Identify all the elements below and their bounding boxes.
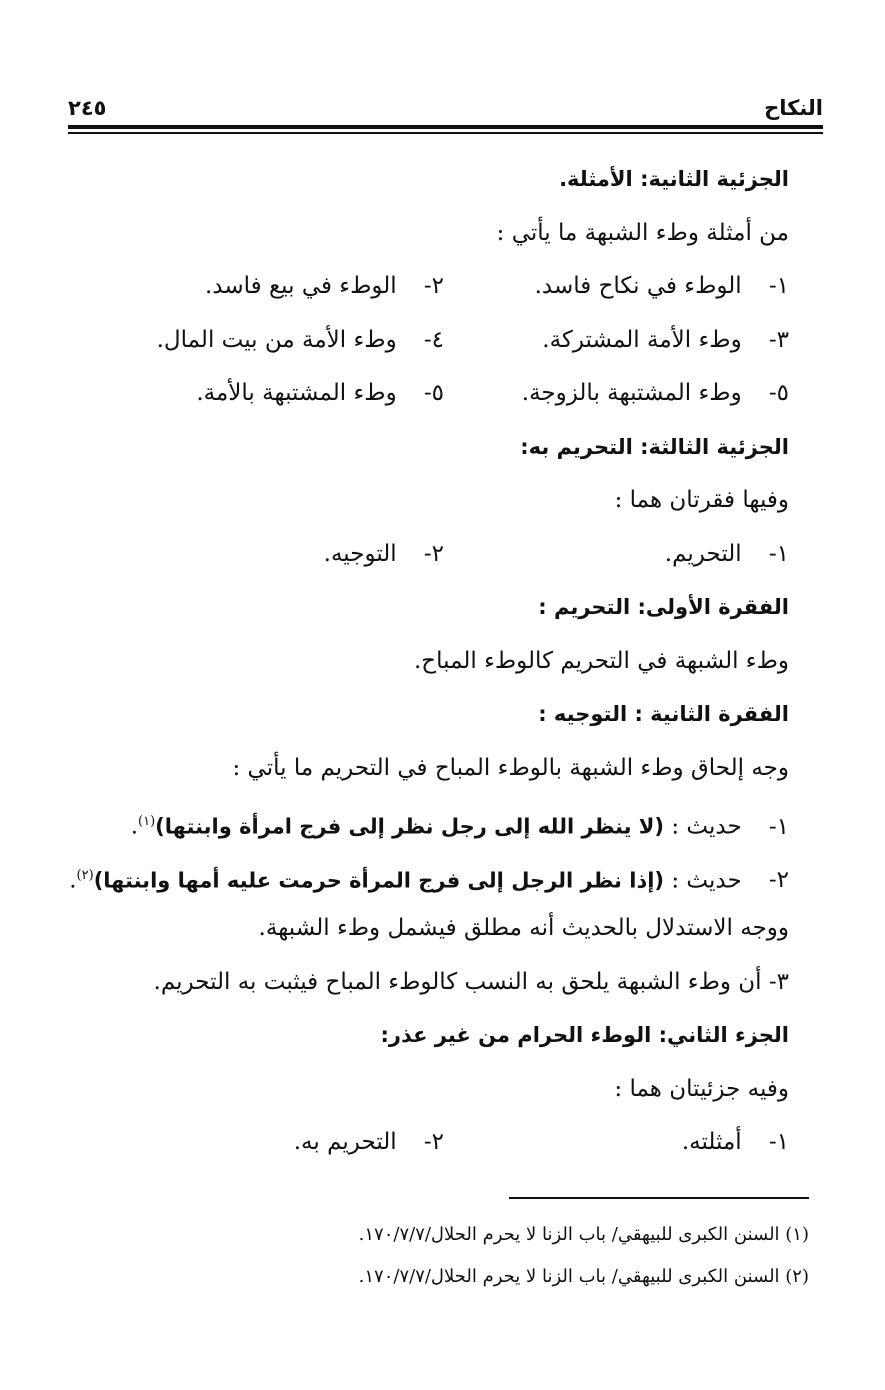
list-text: وطء الأمة المشتركة. [542,326,742,353]
hadith-line [69,849,789,903]
page-number: ٢٤٥ [68,96,107,120]
paragraph: ٣- أن وطء الشبهة يلحق به النسب كالوطء المباح فيثبت به التحريم. [153,968,789,995]
heading-first-paragraph: الفقرة الأولى: التحريم : [538,595,789,619]
heading-prohibition-by-it: الجزئية الثالثة: التحريم به: [520,434,789,459]
list-text: التحريم به. [293,1129,397,1155]
list-number: ١- [768,813,789,840]
list-number: ٥- [423,380,444,406]
list-item [444,367,789,421]
chapter-title: النكاح [764,96,823,120]
list-pair [82,528,789,582]
paragraph: وجه إلحاق وطء الشبهة بالوطء المباح في التحريم ما يأتي : [232,754,789,781]
punctuation: . [130,813,139,840]
list-text: التحريم. [664,540,742,567]
list-item [444,1116,789,1170]
heading-examples: الجزئية الثانية: الأمثلة. [559,167,789,191]
list-number: ٥- [768,380,789,406]
heading-part-two: الجزء الثاني: الوطء الحرام من غير عذر: [380,1023,789,1047]
list-text: وطء المشتبهة بالأمة. [196,380,397,406]
footnote-ref[interactable]: (١) [138,814,156,829]
main-text [69,153,789,1170]
list-text: الوطء في نكاح فاسد. [534,273,742,299]
list-pair [82,260,789,314]
header-rule-thin [68,132,823,134]
list-pair [82,314,789,368]
list-text: وطء المشتبهة بالزوجة. [521,380,742,406]
hadith-lead: حديث : [671,867,742,894]
list-pair [82,1116,789,1170]
footnotes [82,1214,809,1298]
paragraph: ووجه الاستدلال بالحديث أنه مطلق فيشمل وطء الشبهة. [258,915,789,941]
list-item [444,260,789,314]
list-item [444,314,789,368]
list-text: وطء الأمة من بيت المال. [156,326,397,353]
footnote: (٢) السنن الكبرى للبيهقي/ باب الزنا لا يحرم الحلال/١٧٠/٧/٧. [358,1266,809,1287]
list-pair [82,367,789,421]
footnote: (١) السنن الكبرى للبيهقي/ باب الزنا لا يحرم الحلال/١٧٠/٧/٧. [358,1224,809,1245]
hadith-lead: حديث : [671,813,742,840]
list-number: ١- [768,1129,789,1155]
footnote-separator [509,1197,809,1199]
running-header [68,88,823,120]
heading-second-paragraph: الفقرة الثانية : التوجيه : [538,702,789,726]
paragraph: وفيها فقرتان هما : [614,487,789,513]
list-number: ٢- [423,1129,444,1155]
punctuation: . [69,867,77,894]
hadith-line [82,795,789,849]
list-item [205,260,444,314]
list-item [294,1116,444,1170]
paragraph: وفيه جزئيتان هما : [614,1075,789,1102]
list-number: ٤- [423,326,444,353]
list-text: أمثلته. [681,1129,742,1155]
list-item [196,367,444,421]
list-item [444,528,789,582]
list-text: الوطء في بيع فاسد. [204,273,397,299]
paragraph: وطء الشبهة في التحريم كالوطء المباح. [413,647,789,674]
list-number: ١- [768,273,789,299]
list-number: ٣- [768,326,789,353]
list-number: ٢- [768,867,789,894]
list-text: التوجيه. [323,540,397,567]
list-number: ٢- [423,540,444,567]
header-rule-thick [68,125,823,129]
list-item [157,314,444,368]
paragraph: من أمثلة وطء الشبهة ما يأتي : [496,219,789,246]
list-number: ٢- [423,273,444,299]
list-item [324,528,444,582]
hadith-quote: (إذا نظر الرجل إلى فرج المرأة حرمت عليه أمها وابنتها) [93,868,665,893]
hadith-quote: (لا ينظر الله إلى رجل نظر إلى فرج امرأة وابنتها) [155,814,665,839]
list-number: ١- [768,540,789,567]
footnote-ref[interactable]: (٢) [76,867,94,883]
